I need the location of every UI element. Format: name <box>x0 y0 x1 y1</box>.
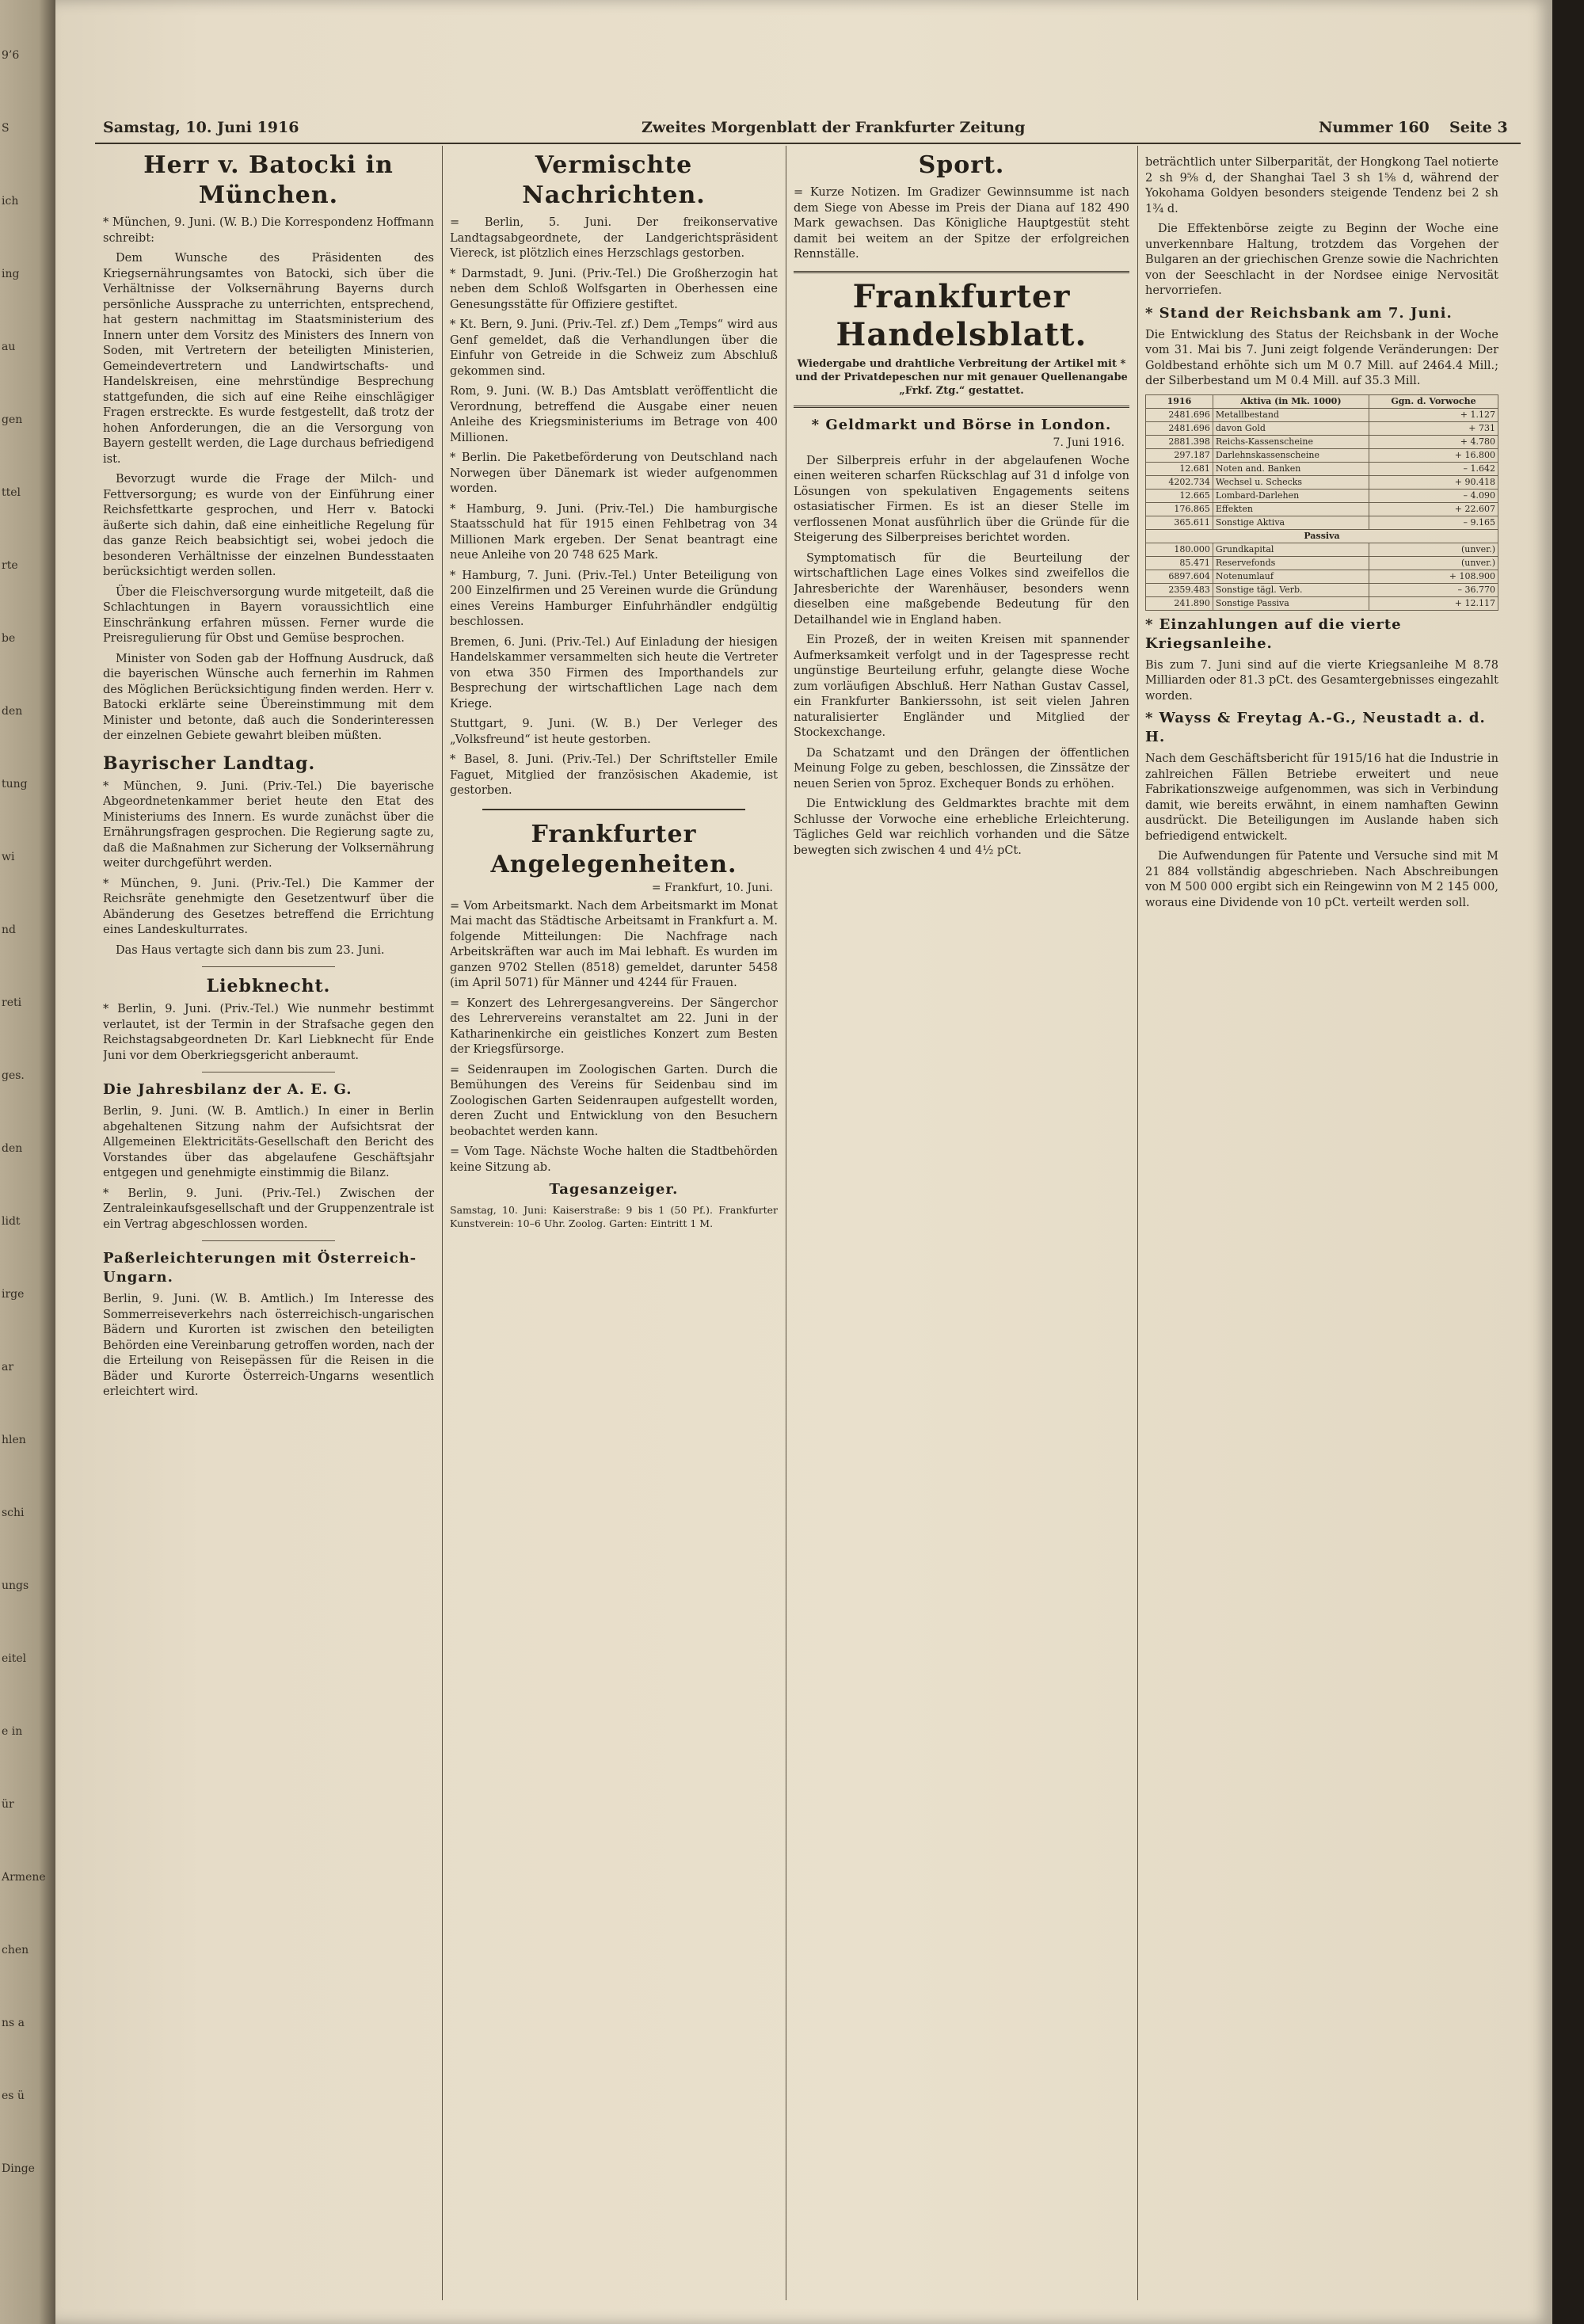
table-cell: + 22.607 <box>1369 502 1498 516</box>
table-row <box>1146 462 1498 475</box>
table-cell: 241.890 <box>1146 596 1213 610</box>
table-cell: 180.000 <box>1146 543 1213 556</box>
section-heading: * Wayss & Freytag A.-G., Neustadt a. d. H. <box>1145 710 1486 745</box>
article-paragraph: = Berlin, 5. Juni. Der freikonservative Landtagsabgeordnete, der Landgerichtspräsident Viereck, ist plötzlich eines Herzschlags gestorben. <box>450 216 778 260</box>
table-cell: 6897.604 <box>1146 570 1213 583</box>
table-cell: (unver.) <box>1369 556 1498 570</box>
article-paragraph: Dem Wunsche des Präsidenten des Kriegsernährungsamtes von Batocki, sich über die Verhältnisse der Volksernährung Bayerns durch persönliche Aussprache zu unterrichten, entsprechend, hat gestern nachmittag im Staatsministerium des Innern unter dem Vorsitz des Ministers des Innern von Soden, mit Vertretern der beteiligten Ministerien, Gemeindevertretern und Landwirtschafts- und Handelskreisen, eine mehrstündige Besprechung stattgefunden, die sich auf eine Reihe einschlägiger Fragen erstreckte. Es wurde festgestellt, daß trotz der hohen Anforderungen, die an die Versorgung von Bayern gestellt werden, die Lage durchaus befriedigend ist. <box>103 252 434 466</box>
table-cell: – 9.165 <box>1369 516 1498 529</box>
adjacent-text-fragment: schi <box>2 1507 25 1519</box>
table-cell: + 12.117 <box>1369 596 1498 610</box>
header-page-number: Seite 3 <box>1449 119 1508 136</box>
section-title: Sport. <box>918 151 1005 179</box>
article-paragraph: * Berlin, 9. Juni. (Priv.-Tel.) Zwischen der Zentraleinkaufsgesellschaft und der Gruppenzentrale ist ein Vertrag abgeschlossen worden. <box>103 1187 434 1231</box>
article-paragraph: = Vom Arbeitsmarkt. Nach dem Arbeitsmarkt im Monat Mai macht das Städtische Arbeitsamt in Frankfurt a. M. folgende Mitteilungen: Die Nachfrage nach Arbeitskräften war auch im Mai lebhaft. Es wurden im ganzen 9702 Stellen (8518) gemeldet, darunter 5458 (im April 5071) für Männer und 4244 für Frauen. <box>450 899 778 989</box>
table-row <box>1146 502 1498 516</box>
table-cell: – 36.770 <box>1369 583 1498 596</box>
table-header-cell: 1916 <box>1146 394 1213 408</box>
table-cell: Notenumlauf <box>1213 570 1369 583</box>
table-cell: Wechsel u. Schecks <box>1213 475 1369 489</box>
table-cell: 85.471 <box>1146 556 1213 570</box>
adjacent-text-fragment: ungs <box>2 1579 29 1592</box>
table-cell: + 90.418 <box>1369 475 1498 489</box>
header-paper-title: Zweites Morgenblatt der Frankfurter Zeitung <box>642 119 1026 136</box>
section-title: Frankfurter Angelegenheiten. <box>490 820 737 878</box>
table-cell: Effekten <box>1213 502 1369 516</box>
table-cell: Sonstige tägl. Verb. <box>1213 583 1369 596</box>
article-paragraph: Die Entwicklung des Status der Reichsbank in der Woche vom 31. Mai bis 7. Juni zeigt folgende Veränderungen: Der Goldbestand erhöhte sich um M 0.7 Mill. auf 2464.4 Mill.; der Silberbestand um M 0.4 Mill. auf 35.3 Mill. <box>1145 328 1498 387</box>
table-header-cell: Ggn. d. Vorwoche <box>1369 394 1498 408</box>
section-heading: Die Jahresbilanz der A. E. G. <box>103 1081 352 1098</box>
adjacent-text-fragment: hlen <box>2 1434 26 1446</box>
table-cell: Sonstige Passiva <box>1213 596 1369 610</box>
table-row <box>1146 583 1498 596</box>
adjacent-text-fragment: Armene <box>2 1871 46 1884</box>
section-separator <box>482 809 744 810</box>
table-cell: + 731 <box>1369 421 1498 435</box>
table-row <box>1146 448 1498 462</box>
adjacent-text-fragment: ür <box>2 1798 14 1811</box>
article-title: Vermischte Nachrichten. <box>522 151 706 209</box>
article-paragraph: = Konzert des Lehrergesangvereins. Der Sängerchor des Lehrervereins veranstaltet am 22. Juni in der Katharinenkirche ein geistliches Konzert zum Besten der Kriegsfürsorge. <box>450 996 778 1056</box>
section-heading: Paßerleichterungen mit Österreich-Ungarn. <box>103 1250 417 1286</box>
scan-edge <box>1552 0 1584 2324</box>
table-header-cell: Aktiva (in Mk. 1000) <box>1213 394 1369 408</box>
article-paragraph: Berlin, 9. Juni. (W. B. Amtlich.) In einer in Berlin abgehaltenen Sitzung nahm der Aufsichtsrat der Allgemeinen Elektricitäts-Gesellschaft den Bericht des Vorstandes über das abgelaufene Geschäftsjahr entgegen und genehmigte einstimmig die Bilanz. <box>103 1105 434 1179</box>
section-heading: * Einzahlungen auf die vierte Kriegsanleihe. <box>1145 615 1402 652</box>
table-row <box>1146 570 1498 583</box>
article-paragraph: Samstag, 10. Juni: Kaiserstraße: 9 bis 1 (50 Pf.). Frankfurter Kunstverein: 10–6 Uhr. Zoolog. Garten: Eintritt 1 M. <box>450 1204 778 1229</box>
table-row <box>1146 516 1498 529</box>
adjacent-text-fragment: ar <box>2 1361 14 1373</box>
section-heading: Tagesanzeiger. <box>549 1181 679 1198</box>
article-paragraph: * Basel, 8. Juni. (Priv.-Tel.) Der Schriftsteller Emile Faguet, Mitglied der französischen Akademie, ist gestorben. <box>450 753 778 797</box>
table-cell: + 108.900 <box>1369 570 1498 583</box>
adjacent-page-strip <box>0 0 55 2324</box>
table-row <box>1146 556 1498 570</box>
table-row <box>1146 543 1498 556</box>
header-rule <box>95 143 1521 144</box>
article-paragraph: * München, 9. Juni. (W. B.) Die Korrespondenz Hoffmann schreibt: <box>103 216 434 245</box>
article-paragraph: Über die Fleischversorgung wurde mitgeteilt, daß die Schlachtungen in Bayern voraussichtlich eine Einschränkung erfahren müssen. Ferner wurde die Preisregulierung für Obst und Gemüse besprochen. <box>103 585 434 645</box>
adjacent-text-fragment: ges. <box>2 1069 25 1082</box>
table-cell: 2481.696 <box>1146 421 1213 435</box>
article-paragraph: * Berlin, 9. Juni. (Priv.-Tel.) Wie nunmehr bestimmt verlautet, ist der Termin in der Strafsache gegen den Reichstagsabgeordneten Dr. Karl Liebknecht für Ende Juni vor dem Oberkriegsgericht anberaumt. <box>103 1003 434 1062</box>
adjacent-text-fragment: au <box>2 341 16 353</box>
table-cell: Noten and. Banken <box>1213 462 1369 475</box>
adjacent-text-fragment: tung <box>2 778 28 791</box>
table-row <box>1146 596 1498 610</box>
adjacent-text-fragment: den <box>2 705 23 718</box>
adjacent-text-fragment: ich <box>2 195 19 208</box>
dateline: 7. Juni 1916. <box>1053 436 1125 449</box>
adjacent-text-fragment: den <box>2 1142 23 1155</box>
article-paragraph: * München, 9. Juni. (Priv.-Tel.) Die Kammer der Reichsräte genehmigte den Gesetzentwurf über die Abänderung des Gesetzes betreffend die Errichtung eines Landeskulturrates. <box>103 877 434 936</box>
adjacent-text-fragment: 9’6 <box>2 49 20 62</box>
section-title: Frankfurter Handelsblatt. <box>836 277 1087 353</box>
table-cell: + 4.780 <box>1369 435 1498 448</box>
article-paragraph: Das Haus vertagte sich dann bis zum 23. Juni. <box>116 943 385 957</box>
table-cell: 297.187 <box>1146 448 1213 462</box>
adjacent-text-fragment: irge <box>2 1288 25 1301</box>
section-heading: * Stand der Reichsbank am 7. Juni. <box>1145 304 1453 322</box>
table-cell: Sonstige Aktiva <box>1213 516 1369 529</box>
handelsblatt-masthead <box>794 271 1129 408</box>
article-title: Herr v. Batocki in München. <box>143 151 394 209</box>
column-rule <box>1137 146 1138 2300</box>
table-row <box>1146 421 1498 435</box>
table-section-label: Passiva <box>1146 529 1498 543</box>
section-heading: Liebknecht. <box>206 976 331 996</box>
table-cell: 4202.734 <box>1146 475 1213 489</box>
article-paragraph: beträchtlich unter Silberparität, der Hongkong Tael notierte 2 sh 9⅝ d, der Shanghai Tael 3 sh 1⅝ d, während der Yokohama Goldyen besonders steigende Tendenz bei 2 sh 1¾ d. <box>1145 156 1498 215</box>
adjacent-text-fragment: lidt <box>2 1215 21 1228</box>
article-paragraph: * München, 9. Juni. (Priv.-Tel.) Die bayerische Abgeordnetenkammer beriet heute den Etat des Ministeriums des Innern. Es wurde zunächst über die Ernährungsfragen gesprochen. Die Regierung sagte zu, daß die Maßnahmen zur Sicherung der Volksernährung weiter durchgeführt werden. <box>103 779 434 870</box>
table-cell: Reservefonds <box>1213 556 1369 570</box>
adjacent-text-fragment: e in <box>2 1725 23 1738</box>
article-paragraph: Stuttgart, 9. Juni. (W. B.) Der Verleger des „Volksfreund“ ist heute gestorben. <box>450 718 778 746</box>
dateline: = Frankfurt, 10. Juni. <box>651 881 773 894</box>
table-cell: Darlehnskassenscheine <box>1213 448 1369 462</box>
article-paragraph: * Kt. Bern, 9. Juni. (Priv.-Tel. zf.) Dem „Temps“ wird aus Genf gemeldet, daß die Verhandlungen über die Einfuhr von Getreide in die Schweiz zum Abschluß gekommen sind. <box>450 318 778 378</box>
adjacent-text-fragment: ing <box>2 268 20 280</box>
adjacent-text-fragment: wi <box>2 851 15 863</box>
adjacent-text-fragment: be <box>2 632 16 645</box>
article-paragraph: Rom, 9. Juni. (W. B.) Das Amtsblatt veröffentlicht die Verordnung, betreffend die Ausgabe einer neuen Anleihe des Kriegsministeriums im Betrage von 400 Millionen. <box>450 385 778 444</box>
column-4 <box>1145 150 1498 2297</box>
article-paragraph: * Hamburg, 7. Juni. (Priv.-Tel.) Unter Beteiligung von 200 Einzelfirmen und 25 Vereinen wurde die Gründung eines Vereins Hamburger Einfuhrhändler endgültig beschlossen. <box>450 569 778 628</box>
article-paragraph: * Berlin. Die Paketbeförderung von Deutschland nach Norwegen über Dänemark ist wieder aufgenommen worden. <box>450 451 778 495</box>
adjacent-text-fragment: reti <box>2 996 22 1009</box>
article-paragraph: Der Silberpreis erfuhr in der abgelaufenen Woche einen weiteren scharfen Rückschlag auf 31 d infolge von Lösungen von spekulativen Engagements seitens ostasiatischer Firmen. Es ist an dieser Stelle im verflossenen Monat ausführlich über die Gründe für die Steigerung des Silberpreises berichtet worden. <box>794 454 1129 544</box>
article-paragraph: Die Entwicklung des Geldmarktes brachte mit dem Schlusse der Vorwoche eine erhebliche Erleichterung. Tägliches Geld war reichlich vorhanden und die Sätze bewegten sich zwischen 4 und 4½ pCt. <box>794 798 1129 857</box>
table-cell: Grundkapital <box>1213 543 1369 556</box>
adjacent-text-fragment: chen <box>2 1944 29 1956</box>
article-paragraph: Symptomatisch für die Beurteilung der wirtschaftlichen Lage eines Volkes sind zweifellos die Jahresberichte der Warenhäuser, besonders wenn dieselben eine maßgebende Bedeutung für den Detailhandel wie in England haben. <box>794 551 1129 627</box>
column-rule <box>442 146 443 2300</box>
table-cell: 2881.398 <box>1146 435 1213 448</box>
table-cell: – 4.090 <box>1369 489 1498 502</box>
article-paragraph: * Hamburg, 9. Juni. (Priv.-Tel.) Die hamburgische Staatsschuld hat für 1915 einen Fehlbetrag von 34 Millionen Mark ergeben. Der Senat beantragt eine neue Anleihe von 20 748 625 Mark. <box>450 502 778 562</box>
table-cell: – 1.642 <box>1369 462 1498 475</box>
article-paragraph: Die Aufwendungen für Patente und Versuche sind mit M 21 884 vollständig abgeschrieben. Nach Abschreibungen von M 500 000 ergibt sich ein Reingewinn von M 2 145 000, woraus eine Dividende von 10 pCt. verteilt werden soll. <box>1145 850 1498 909</box>
header-issue-number: Nummer 160 <box>1319 119 1430 136</box>
reichsbank-table <box>1145 394 1498 611</box>
adjacent-text-fragment: ns a <box>2 2017 25 2029</box>
article-paragraph: * Darmstadt, 9. Juni. (Priv.-Tel.) Die Großherzogin hat neben dem Schloß Wolfsgarten in Oberhessen eine Genesungsstätte für Offiziere gestiftet. <box>450 267 778 311</box>
article-paragraph: Nach dem Geschäftsbericht für 1915/16 hat die Industrie in zahlreichen Fällen Betriebe erweitert und neue Fabrikationszweige aufgenommen, was sich in Verbindung damit, wie bereits erwähnt, in einem namhaften Gewinn ausdrückt. Die Beteiligungen im Auslande haben sich befriedigend entwickelt. <box>1145 752 1498 843</box>
table-cell: + 1.127 <box>1369 408 1498 421</box>
table-cell: davon Gold <box>1213 421 1369 435</box>
article-paragraph: = Seidenraupen im Zoologischen Garten. Durch die Bemühungen des Vereins für Seidenbau sind im Zoologischen Garten Seidenraupen aufgestellt worden, deren Zucht und Entwicklung von den Besuchern beobachtet werden kann. <box>450 1063 778 1138</box>
section-heading: Bayrischer Landtag. <box>103 752 316 774</box>
adjacent-text-fragment: rte <box>2 559 18 572</box>
table-cell: Metallbestand <box>1213 408 1369 421</box>
article-paragraph: = Kurze Notizen. Im Gradizer Gewinnsumme ist nach dem Siege von Abesse im Preis der Diana auf 182 490 Mark gewachsen. Das Königliche Hauptgestüt steht damit bei weitem an der Spitze der erfolgreichen Rennställe. <box>794 186 1129 261</box>
adjacent-text-fragment: S <box>2 122 10 135</box>
adjacent-text-fragment: ttel <box>2 486 21 499</box>
column-1 <box>103 150 434 2297</box>
table-cell: 12.681 <box>1146 462 1213 475</box>
table-row <box>1146 475 1498 489</box>
adjacent-text-fragment: nd <box>2 924 16 936</box>
section-separator <box>202 1240 334 1241</box>
article-paragraph: Berlin, 9. Juni. (W. B. Amtlich.) Im Interesse des Sommerreiseverkehrs nach österreichisch-ungarischen Bädern und Kurorten ist zwischen den beteiligten Behörden eine Vereinbarung getroffen worden, nach der die Erteilung von Reisepässen für die Reisen in die Bäder und Kurorte Österreich-Ungarns wesentlich erleichtert wird. <box>103 1293 434 1398</box>
adjacent-text-fragment: gen <box>2 413 23 426</box>
article-paragraph: Da Schatzamt und den Drängen der öffentlichen Meinung Folge zu geben, beschlossen, die Zinssätze der neuen Serien von 5proz. Exchequer Bonds zu erhöhen. <box>794 746 1129 791</box>
header-date: Samstag, 10. Juni 1916 <box>103 119 299 136</box>
table-cell: 12.665 <box>1146 489 1213 502</box>
article-paragraph: = Vom Tage. Nächste Woche halten die Stadtbehörden keine Sitzung ab. <box>450 1145 778 1174</box>
article-paragraph: Bremen, 6. Juni. (Priv.-Tel.) Auf Einladung der hiesigen Handelskammer versammelten sich heute die Vertreter von etwa 350 Firmen des Importhandels zur Besprechung der wirtschaftlichen Lage nach dem Kriege. <box>450 635 778 711</box>
table-cell: (unver.) <box>1369 543 1498 556</box>
table-row <box>1146 489 1498 502</box>
column-3 <box>794 150 1129 2297</box>
article-paragraph: Ein Prozeß, der in weiten Kreisen mit spannender Aufmerksamkeit verfolgt und in der Tagespresse recht ungünstige Beurteilung erfuhr, gelangte diese Woche zum vorläufigen Abschluß. Herr Nathan Gustav Cassel, ein Frankfurter Bankierssohn, ist seit vielen Jahren naturalisierter Engländer und Mitglied der Stockexchange. <box>794 634 1129 739</box>
article-paragraph: Minister von Soden gab der Hoffnung Ausdruck, daß die bayerischen Wünsche auch fernerhin im Rahmen des Möglichen Berücksichtigung finden werden. Herr v. Batocki erklärte seine Übereinstimmung mit dem Minister und betonte, daß auch die Sonderinteressen der einzelnen Gebiete gewahrt bleiben müßten. <box>103 652 434 742</box>
adjacent-text-fragment: eitel <box>2 1652 27 1665</box>
article-paragraph: Bevorzugt wurde die Frage der Milch- und Fettversorgung; es wurde von der Einführung einer Reichsfettkarte gesprochen, und Herr v. Batocki äußerte sich dahin, daß eine einheitliche Regelung für das ganze Reich beabsichtigt sei, wobei jedoch die besonderen Verhältnisse der einzelnen Bundesstaaten berücksichtigt werden sollen. <box>103 473 434 578</box>
section-separator <box>202 966 334 967</box>
newspaper-page <box>55 0 1552 2324</box>
table-row <box>1146 408 1498 421</box>
section-heading: * Geldmarkt und Börse in London. <box>811 416 1112 433</box>
column-2 <box>450 150 778 2297</box>
table-cell: + 16.800 <box>1369 448 1498 462</box>
table-cell: 176.865 <box>1146 502 1213 516</box>
adjacent-text-fragment: es ü <box>2 2090 25 2102</box>
article-paragraph: Die Effektenbörse zeigte zu Beginn der Woche eine unverkennbare Haltung, trotzdem das Vorgehen der Bulgaren an der griechischen Grenze sowie die Nachrichten von der Seeschlacht in der Nordsee einige Nervosität hervorriefen. <box>1145 223 1498 297</box>
adjacent-text-fragment: Dinge <box>2 2162 35 2175</box>
table-cell: 2481.696 <box>1146 408 1213 421</box>
article-paragraph: Bis zum 7. Juni sind auf die vierte Kriegsanleihe M 8.78 Milliarden oder 81.3 pCt. des Gesamtergebnisses eingezahlt worden. <box>1145 658 1498 703</box>
table-cell: 2359.483 <box>1146 583 1213 596</box>
running-header <box>95 119 1521 139</box>
masthead-subtitle: Wiedergabe und drahtliche Verbreitung der Artikel mit * und der Privatdepeschen nur mit genauer Quellenangabe „Frkf. Ztg.“ gestattet. <box>795 357 1128 397</box>
table-cell: 365.611 <box>1146 516 1213 529</box>
table-cell: Lombard-Darlehen <box>1213 489 1369 502</box>
table-cell: Reichs-Kassenscheine <box>1213 435 1369 448</box>
table-row <box>1146 435 1498 448</box>
